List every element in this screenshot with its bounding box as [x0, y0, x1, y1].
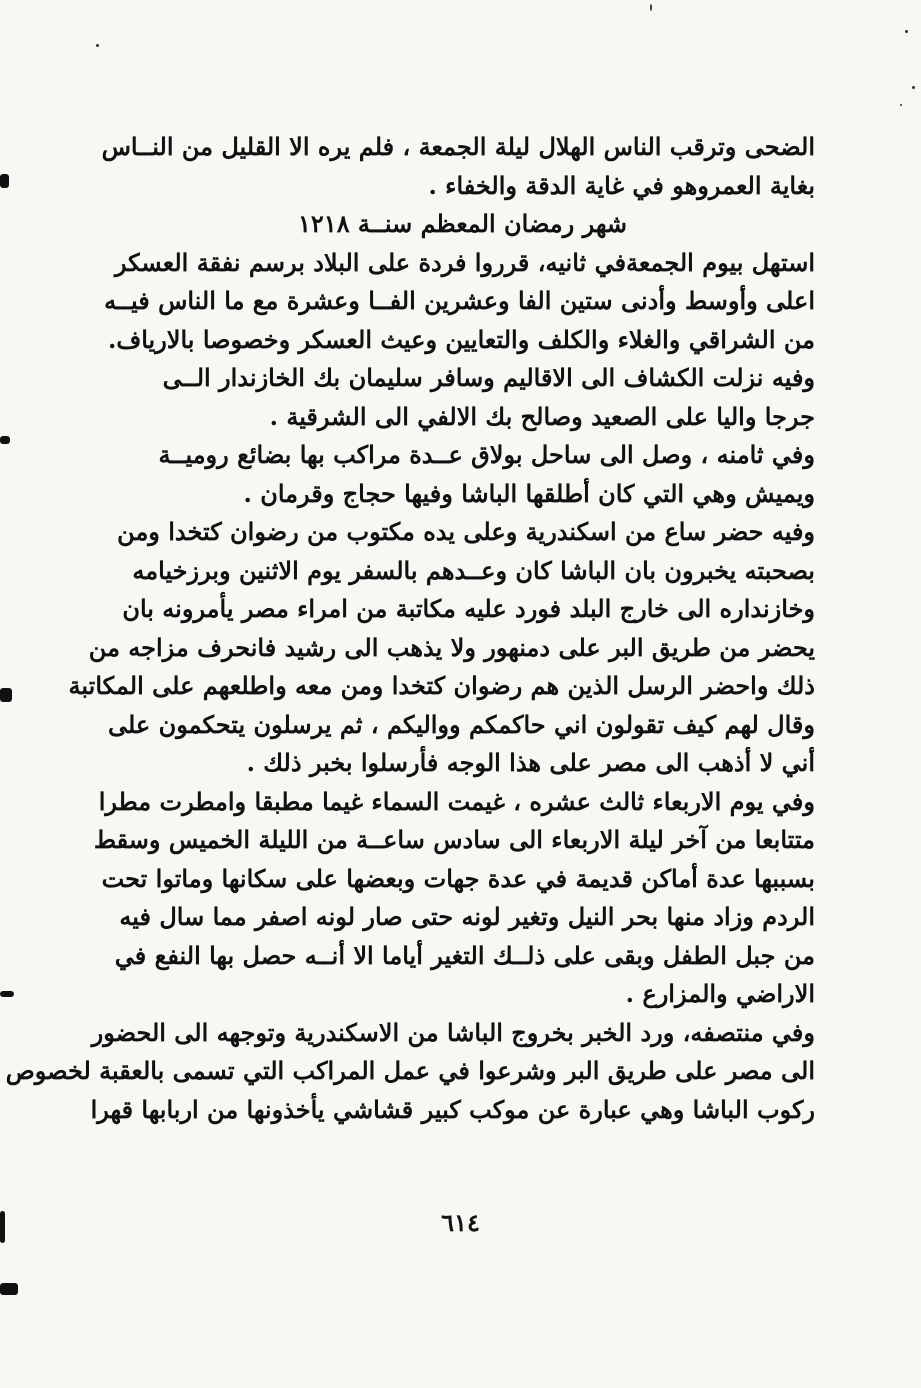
paragraph — [104, 244, 815, 360]
text-line: ذلك واحضر الرسل الذين هم رضوان كتخدا ومن معه واطلعهم على المكاتبة — [68, 671, 815, 700]
text-line: اعلى وأوسط وأدنى ستين الفا وعشرين الفــا وعشرة مع ما الناس فيــه — [104, 286, 815, 315]
paragraph — [5, 1014, 815, 1130]
page-number: ٦١٤ — [441, 1208, 480, 1237]
text-line: أني لا أذهب الى مصر على هذا الوجه فأرسلوا بخبر ذلك . — [246, 748, 815, 777]
text-line: وقال لهم كيف تقولون اني حاكمكم وواليكم ، ثم يرسلون يتحكمون على — [107, 709, 815, 739]
text-line: ركوب الباشا وهي عبارة عن موكب كبير قشاشي يأخذونها من اربابها قهرا — [90, 1094, 815, 1124]
text-line: الضحى وترقب الناس الهلال ليلة الجمعة ، فلم يره الا القليل من النــاس — [101, 132, 815, 161]
text-line: وفي يوم الاربعاء ثالث عشره ، غيمت السماء غيما مطبقا وامطرت مطرا — [98, 786, 815, 816]
left-edge-mark — [0, 688, 12, 702]
section-heading: شهر رمضان المعظم سنــة ١٢١٨ — [298, 209, 627, 238]
text-line: وفي منتصفه، ورد الخبر بخروج الباشا من الاسكندرية وتوجهه الى الحضور — [91, 1017, 815, 1047]
paragraph — [110, 359, 815, 436]
text-line: الى مصر على طريق البر وشرعوا في عمل المراكب التي تسمى بالعقبة لخصوص — [5, 1056, 815, 1085]
text-line: وفيه حضر ساع من اسكندرية وعلى يده مكتوب من رضوان كتخدا ومن — [117, 517, 815, 546]
text-line: من الشراقي والغلاء والكلف والتعايين وعيث العسكر وخصوصا بالارياف. — [107, 324, 815, 354]
text-line: وفيه نزلت الكشاف الى الاقاليم وسافر سليمان بك الخازندار الــى — [162, 363, 815, 392]
left-edge-mark — [0, 991, 14, 997]
scan-speck — [912, 86, 915, 89]
text-line: يحضر من طريق البر على دمنهور ولا يذهب الى رشيد فانحرف مزاجه من — [88, 632, 815, 662]
scan-speck — [96, 44, 99, 47]
scan-speck — [650, 4, 652, 11]
left-edge-mark — [0, 436, 10, 444]
scan-speck — [900, 104, 902, 106]
left-edge-mark — [0, 1283, 18, 1295]
text-line: متتابعا من آخر ليلة الاربعاء الى سادس ساعــة من الليلة الخميس وسقط — [93, 825, 815, 854]
paragraph — [110, 436, 815, 513]
text-line: بصحبته يخبرون بان الباشا كان وعــدهم بالسفر يوم الاثنين وبرزخيامه — [132, 555, 815, 585]
scan-speck — [905, 30, 908, 33]
paragraph — [93, 783, 815, 1014]
text-line: جرجا واليا على الصعيد وصالح بك الالفي الى الشرقية . — [269, 401, 815, 431]
text-line: استهل بيوم الجمعةفي ثانيه، قرروا فردة على البلاد برسم نفقة العسكر — [114, 247, 815, 277]
document-text — [5, 128, 815, 1129]
left-edge-mark — [0, 174, 9, 188]
text-line: بسببها عدة أماكن قديمة في عدة جهات وبعضها على سكانها وماتوا تحت — [101, 863, 815, 893]
text-line: من جبل الطفل وبقى على ذلــك التغير أياما الا أنــه حصل بها النفع في — [114, 940, 815, 970]
text-line: وفي ثامنه ، وصل الى ساحل بولاق عــدة مراكب بها بضائع روميــة — [158, 440, 815, 469]
text-line: الردم وزاد منها بحر النيل وتغير لونه حتى صار لونه اصفر مما سال فيه — [119, 902, 815, 931]
text-line: ويميش وهي التي كان أطلقها الباشا وفيها حجاج وقرمان . — [243, 478, 815, 508]
paragraph — [68, 513, 815, 783]
text-line: الاراضي والمزارع . — [625, 979, 815, 1008]
text-line: وخازنداره الى خارج البلد فورد عليه مكاتبة من امراء مصر يأمرونه بان — [122, 594, 815, 623]
text-line: بغاية العمروهو في غاية الدقة والخفاء . — [428, 170, 815, 200]
